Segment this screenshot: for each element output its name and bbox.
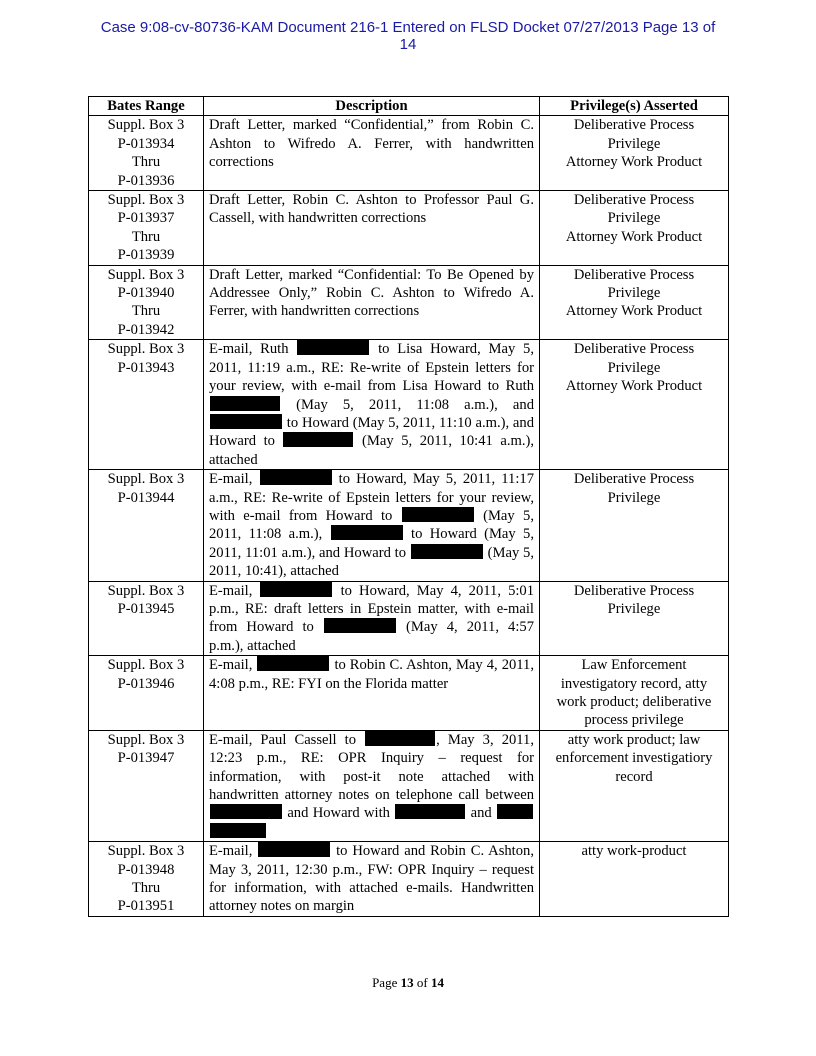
- redaction-bar: [260, 470, 332, 485]
- privilege-line: atty work product; law: [567, 731, 701, 748]
- col-header-bates: Bates Range: [89, 97, 204, 116]
- bates-line: Thru: [131, 303, 161, 320]
- description-cell: [204, 730, 540, 841]
- redaction-bar: [210, 804, 282, 819]
- col-header-description: Description: [204, 97, 540, 116]
- bates-line: Suppl. Box 3: [107, 731, 185, 748]
- privilege-line: Attorney Work Product: [565, 154, 703, 171]
- table-row: [89, 842, 729, 917]
- bates-line: Thru: [131, 880, 161, 897]
- col-header-privilege: Privilege(s) Asserted: [540, 97, 729, 116]
- privilege-line: Privilege: [607, 210, 661, 227]
- court-filing-header: [40, 19, 776, 53]
- privilege-line: investigatory record, atty: [560, 675, 708, 692]
- privilege-log-table: [88, 96, 729, 917]
- description-text: and Howard with: [287, 805, 390, 822]
- description-text: E-mail,: [209, 471, 253, 488]
- redaction-bar: [402, 507, 474, 522]
- footer-page-word: Page: [372, 975, 398, 990]
- description-cell: Draft Letter, marked “Confidential,” from Robin C. Ashton to Wifredo A. Ferrer, with handwritten corrections: [204, 116, 540, 191]
- description-text: (May 4, 2011, 4:57 p.m.), attached: [209, 619, 535, 654]
- privilege-line: Attorney Work Product: [565, 378, 703, 395]
- description-text: to Howard (May 5, 2011, 11:01 a.m.), and Howard to: [209, 526, 534, 561]
- privilege-cell: [540, 730, 729, 841]
- bates-line: P-013948: [117, 861, 175, 878]
- privilege-line: work product; deliberative: [556, 694, 712, 710]
- privilege-line: record: [615, 768, 653, 785]
- privilege-cell: [540, 470, 729, 581]
- table-row: [89, 191, 729, 266]
- privilege-cell: [540, 265, 729, 340]
- table-row: [89, 116, 729, 191]
- privilege-line: Deliberative Process: [573, 471, 695, 488]
- redaction-bar: [324, 618, 396, 633]
- table-row: [89, 581, 729, 656]
- bates-line: Suppl. Box 3: [107, 117, 185, 134]
- privilege-line: Privilege: [607, 600, 661, 617]
- bates-line: Thru: [131, 154, 161, 171]
- page-footer: [0, 975, 816, 991]
- description-cell: [204, 340, 540, 470]
- description-text: to Howard and Robin C. Ashton, May 3, 2011, 12:30 p.m., FW: OPR Inquiry – request for information, with attached e-mails. Handwritten attorney notes on margin: [209, 843, 534, 915]
- table-row: [89, 730, 729, 841]
- redaction-bar: [297, 340, 369, 355]
- redaction-bar: [257, 656, 329, 671]
- bates-line: P-013942: [117, 321, 175, 338]
- privilege-line: Deliberative Process: [573, 341, 695, 358]
- bates-cell: [89, 842, 204, 917]
- privilege-cell: [540, 581, 729, 656]
- privilege-line: process privilege: [584, 712, 684, 729]
- privilege-cell: [540, 656, 729, 731]
- bates-line: P-013939: [117, 247, 175, 264]
- privilege-line: Attorney Work Product: [565, 228, 703, 245]
- bates-line: P-013940: [117, 285, 175, 302]
- bates-line: P-013946: [117, 675, 175, 692]
- privilege-line: Deliberative Process: [573, 266, 695, 283]
- privilege-line: atty work-product: [581, 843, 687, 860]
- description-cell: Draft Letter, Robin C. Ashton to Professor Paul G. Cassell, with handwritten corrections: [204, 191, 540, 266]
- bates-line: P-013947: [117, 750, 175, 767]
- bates-line: Suppl. Box 3: [107, 657, 185, 674]
- header-line-1: Case 9:08-cv-80736-KAM Document 216-1 Entered on FLSD Docket 07/27/2013 Page 13 of: [100, 19, 716, 36]
- description-text: (May 5, 2011, 11:08 a.m.), and: [296, 396, 534, 413]
- redaction-bar: [260, 582, 332, 597]
- description-text: (May 5, 2011, 10:41 a.m.), attached: [209, 433, 534, 468]
- privilege-cell: [540, 191, 729, 266]
- privilege-cell: [540, 340, 729, 470]
- bates-cell: [89, 730, 204, 841]
- description-text: E-mail,: [209, 582, 253, 599]
- bates-cell: [89, 656, 204, 731]
- privilege-line: Privilege: [607, 285, 661, 302]
- description-text: E-mail,: [209, 657, 253, 674]
- footer-of-word: of: [416, 975, 428, 990]
- description-cell: [204, 842, 540, 917]
- bates-cell: [89, 116, 204, 191]
- description-text: to Howard, May 5, 2011, 11:17 a.m., RE: Re-write of Epstein letters for your review, with e-mail from Howard to: [209, 471, 534, 524]
- table-row: [89, 265, 729, 340]
- description-text: to Howard (May 5, 2011, 11:10 a.m.), and Howard to: [209, 414, 534, 450]
- description-text: E-mail, Paul Cassell to: [209, 731, 357, 748]
- redaction-bar: [258, 842, 330, 857]
- redaction-bar: [283, 432, 353, 447]
- redaction-bar: [210, 823, 266, 838]
- description-text: , May 3, 2011, 12:23 p.m., RE: OPR Inquiry – request for information, with post-it note attached with handwritten attorney notes on telephone call between: [209, 731, 534, 804]
- bates-cell: [89, 340, 204, 470]
- bates-cell: [89, 191, 204, 266]
- redaction-bar: [210, 396, 280, 411]
- bates-line: P-013937: [117, 210, 175, 227]
- description-cell: [204, 470, 540, 581]
- bates-line: P-013934: [117, 135, 175, 152]
- description-text: (May 5, 2011, 11:08 a.m.),: [209, 507, 534, 543]
- header-line-2: 14: [399, 36, 417, 53]
- bates-line: Suppl. Box 3: [107, 192, 185, 209]
- bates-line: Suppl. Box 3: [107, 582, 185, 599]
- privilege-line: Deliberative Process: [573, 192, 695, 209]
- bates-line: Thru: [131, 228, 161, 245]
- redaction-bar: [395, 804, 465, 819]
- description-text: E-mail, Ruth: [209, 341, 289, 358]
- description-cell: Draft Letter, marked “Confidential: To Be Opened by Addressee Only,” Robin C. Ashton to Wifredo A. Ferrer, with handwritten corrections: [204, 265, 540, 340]
- bates-line: P-013936: [117, 172, 175, 189]
- footer-page-number: 13: [400, 975, 414, 990]
- redaction-bar: [411, 544, 483, 559]
- bates-line: P-013943: [117, 359, 175, 376]
- redaction-bar: [365, 731, 435, 746]
- privilege-line: Attorney Work Product: [565, 303, 703, 320]
- bates-cell: [89, 581, 204, 656]
- table-header-row: [89, 97, 729, 116]
- privilege-line: Deliberative Process: [573, 582, 695, 599]
- redaction-bar: [497, 804, 533, 819]
- description-text: to Robin C. Ashton, May 4, 2011, 4:08 p.m., RE: FYI on the Florida matter: [209, 657, 534, 692]
- bates-line: P-013951: [117, 898, 175, 915]
- privilege-line: enforcement investigatiory: [555, 750, 713, 767]
- privilege-cell: [540, 116, 729, 191]
- privilege-line: Privilege: [607, 489, 661, 506]
- privilege-line: Deliberative Process: [573, 117, 695, 134]
- bates-cell: [89, 265, 204, 340]
- description-cell: [204, 581, 540, 656]
- description-text: (May 5, 2011, 10:41), attached: [209, 544, 534, 580]
- bates-line: Suppl. Box 3: [107, 341, 185, 358]
- bates-cell: [89, 470, 204, 581]
- table-row: [89, 656, 729, 731]
- redaction-bar: [210, 414, 282, 429]
- footer-page-total: 14: [430, 975, 444, 990]
- privilege-line: Privilege: [607, 135, 661, 152]
- privilege-line: Law Enforcement: [581, 657, 687, 674]
- table-row: [89, 340, 729, 470]
- description-text: to Lisa Howard, May 5, 2011, 11:19 a.m., RE: Re-write of Epstein letters for your review, with e-mail from Lisa Howard to Ruth: [209, 341, 534, 395]
- bates-line: Suppl. Box 3: [107, 843, 185, 860]
- bates-line: Suppl. Box 3: [107, 471, 185, 488]
- bates-line: P-013945: [117, 600, 175, 617]
- privilege-line: Privilege: [607, 359, 661, 376]
- redaction-bar: [331, 525, 403, 540]
- description-text: and: [470, 805, 492, 822]
- description-text: E-mail,: [209, 843, 253, 860]
- bates-line: P-013944: [117, 489, 175, 506]
- bates-line: Suppl. Box 3: [107, 266, 185, 283]
- table-row: [89, 470, 729, 581]
- description-cell: [204, 656, 540, 731]
- privilege-cell: [540, 842, 729, 917]
- description-text: to Howard, May 4, 2011, 5:01 p.m., RE: draft letters in Epstein matter, with e-mail from Howard to: [209, 582, 535, 636]
